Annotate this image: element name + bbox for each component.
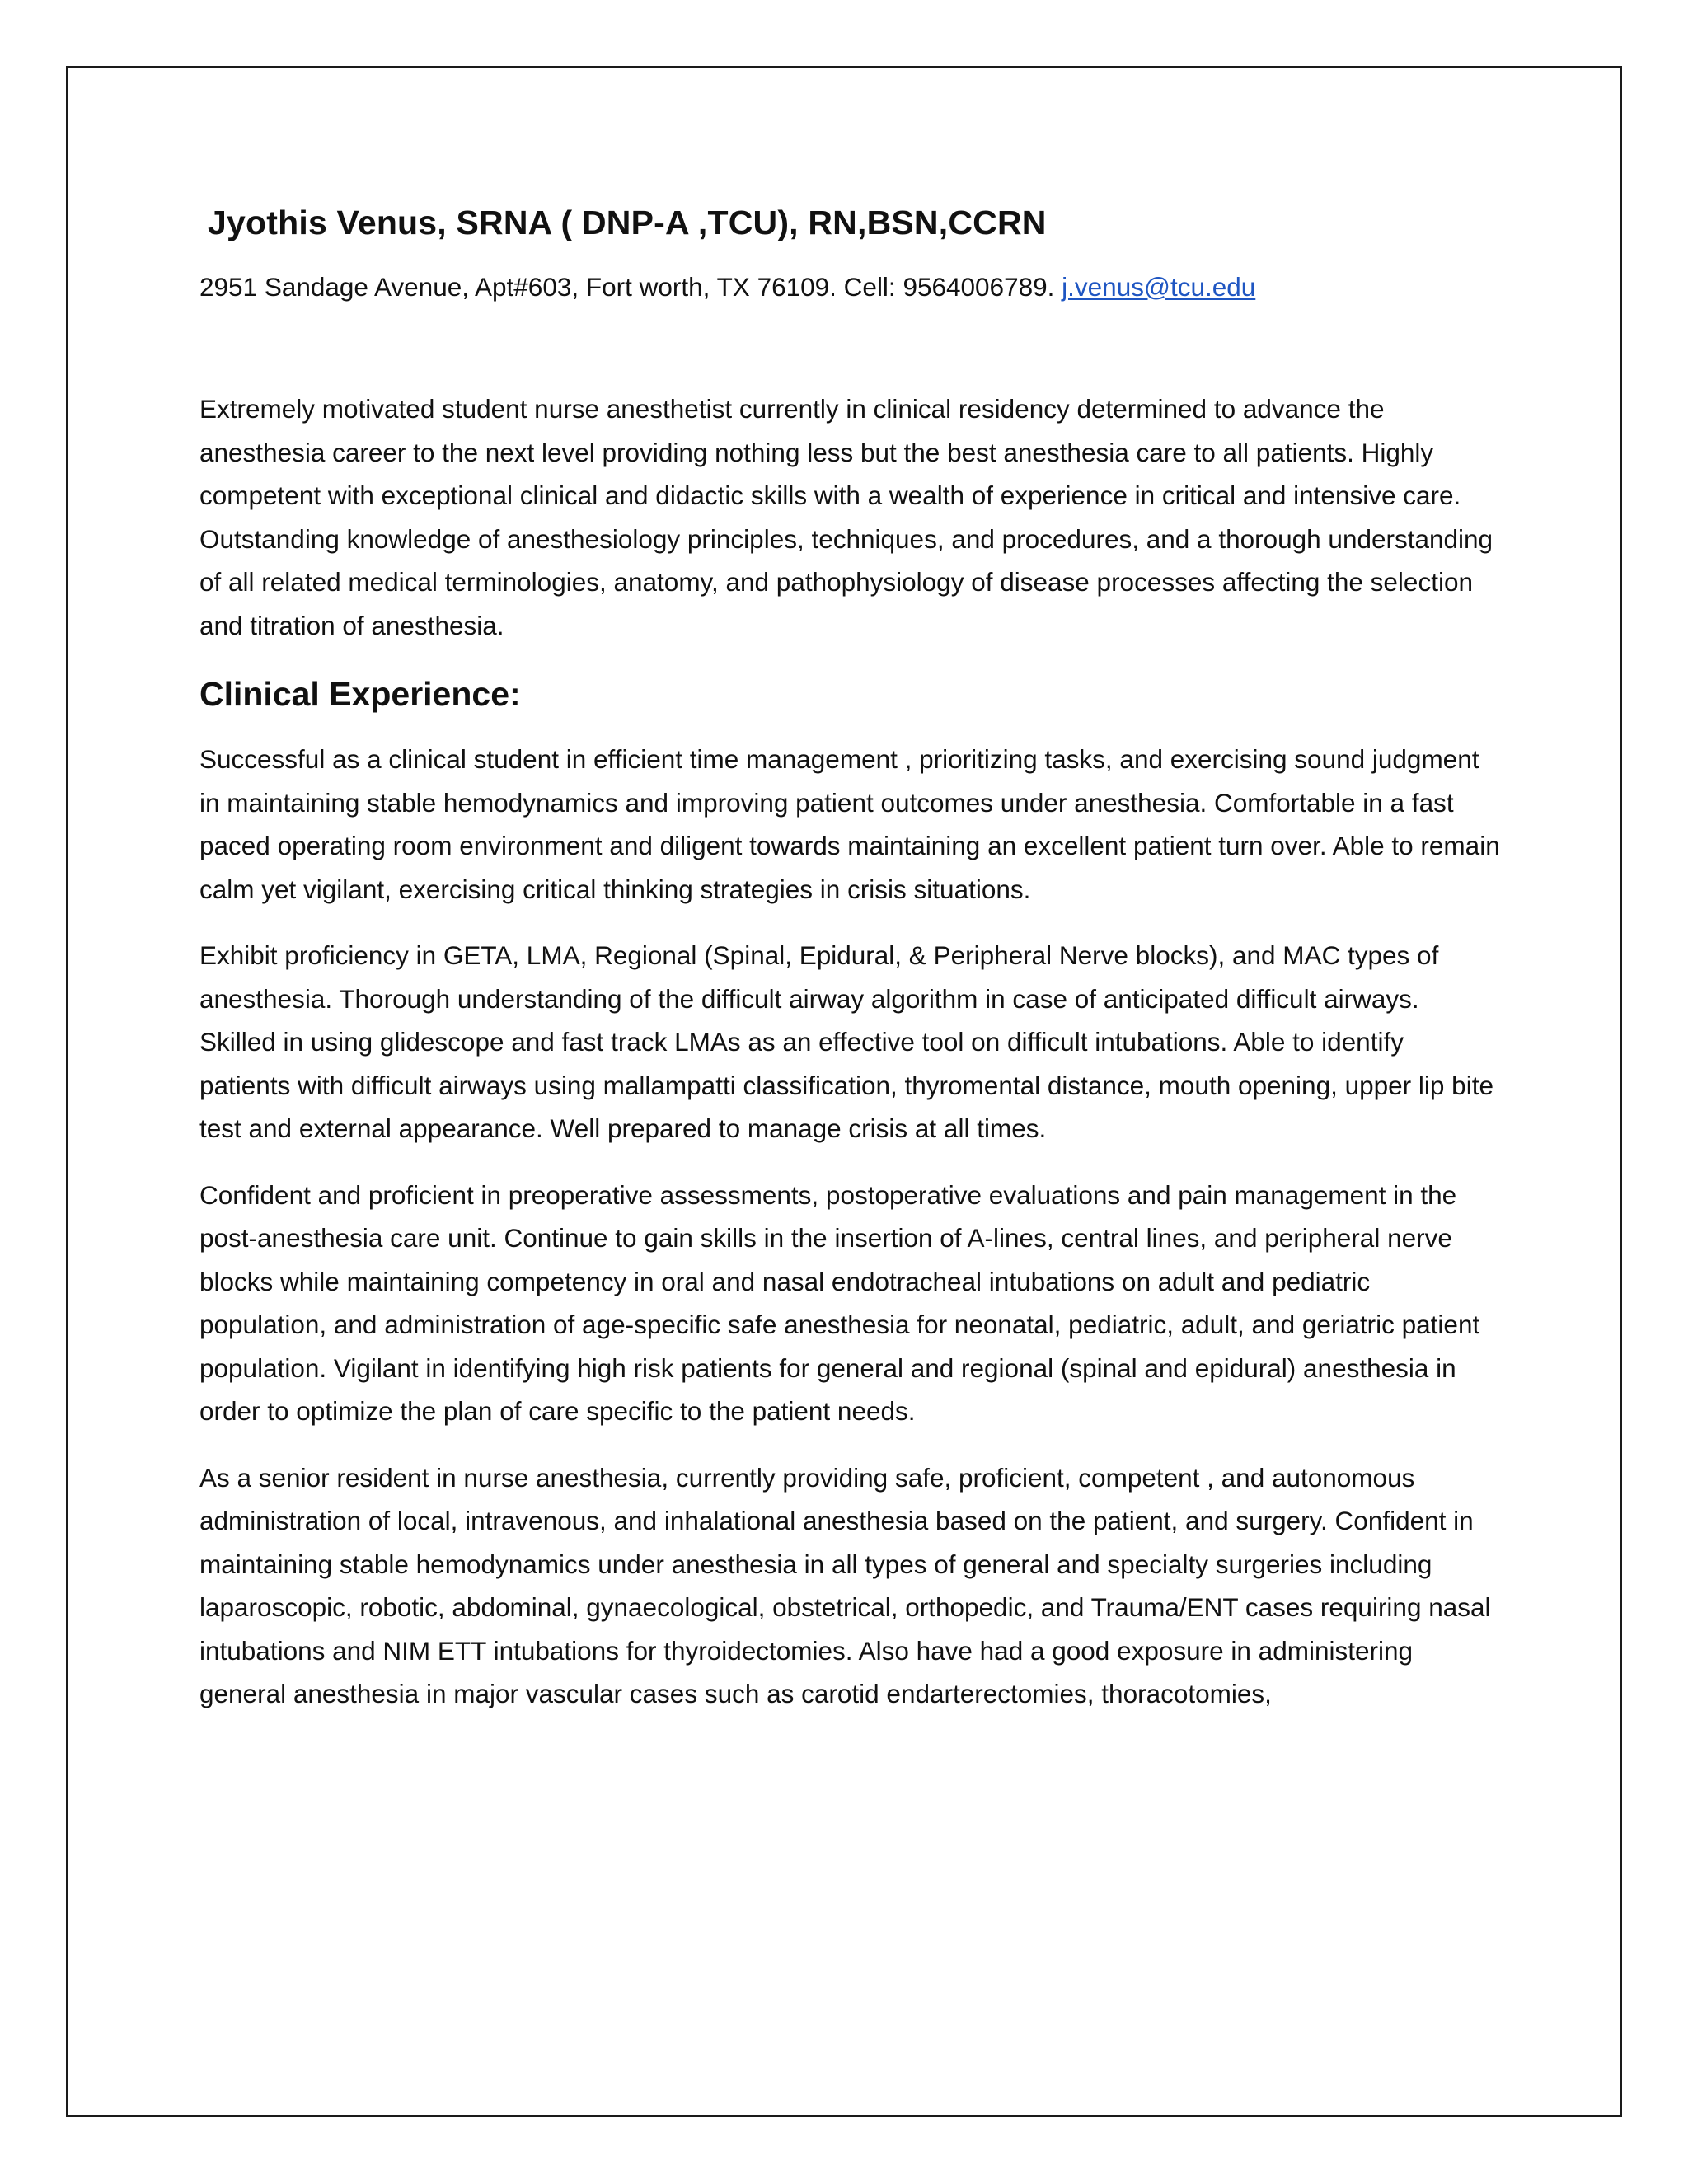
- experience-paragraph: As a senior resident in nurse anesthesia, currently providing safe, proficient, competent , and autonomous administration of local, intravenous, and inhalational anesthesia based on the patient, and surgery. Confident in maintaining stable hemodynamics under anesthesia in all types of general and specialty surgeries including laparoscopic, robotic, abdominal, gynaecological, obstetrical, orthopedic, and Trauma/ENT cases requiring nasal intubations and NIM ETT intubations for thyroidectomies. Also have had a good exposure in administering general anesthesia in major vascular cases such as carotid endarterectomies, thoracotomies,: [199, 1462, 1491, 1708]
- experience-paragraph: Exhibit proficiency in GETA, LMA, Regional (Spinal, Epidural, & Peripheral Nerve blocks), and MAC types of anesthesia. Thorough understanding of the difficult airway algorithm in case of anticipated difficult airways. Skilled in using glidescope and fast track LMAs as an effective tool on difficult intubations. Able to identify patients with difficult airways using mallampatti classification, thyromental distance, mouth opening, upper lip bite test and external appearance. Well prepared to manage crisis at all times.: [199, 940, 1493, 1143]
- contact-info: [199, 269, 1502, 305]
- professional-summary: Extremely motivated student nurse anesthetist currently in clinical residency determined to advance the anesthesia career to the next level providing nothing less but the best anesthesia care to all patients. Highly competent with exceptional clinical and didactic skills with a wealth of experience in critical and intensive care. Outstanding knowledge of anesthesiology principles, techniques, and procedures, and a thorough understanding of all related medical terminologies, anatomy, and pathophysiology of disease processes affecting the selection and titration of anesthesia.: [199, 394, 1493, 640]
- candidate-name: Jyothis Venus, SRNA ( DNP-A ,TCU), RN,BSN,CCRN: [208, 204, 1047, 241]
- experience-paragraph: Confident and proficient in preoperative assessments, postoperative evaluations and pain management in the post-anesthesia care unit. Continue to gain skills in the insertion of A-lines, central lines, and peripheral nerve blocks while maintaining competency in oral and nasal endotracheal intubations on adult and pediatric population, and administration of age-specific safe anesthesia for neonatal, pediatric, adult, and geriatric patient population. Vigilant in identifying high risk patients for general and regional (spinal and epidural) anesthesia in order to optimize the plan of care specific to the patient needs.: [199, 1179, 1480, 1426]
- experience-paragraph: Successful as a clinical student in efficient time management , prioritizing tasks, and exercising sound judgment in maintaining stable hemodynamics and improving patient outcomes under anesthesia. Comfortable in a fast paced operating room environment and diligent towards maintaining an excellent patient turn over. Able to remain calm yet vigilant, exercising critical thinking strategies in crisis situations.: [199, 744, 1500, 904]
- email-link[interactable]: j.venus@tcu.edu: [1062, 272, 1256, 302]
- contact-line: 2951 Sandage Avenue, Apt#603, Fort worth, TX 76109. Cell: 9564006789.: [199, 272, 1055, 302]
- resume-content: [199, 198, 1502, 1716]
- section-heading-clinical-experience: Clinical Experience:: [199, 675, 521, 713]
